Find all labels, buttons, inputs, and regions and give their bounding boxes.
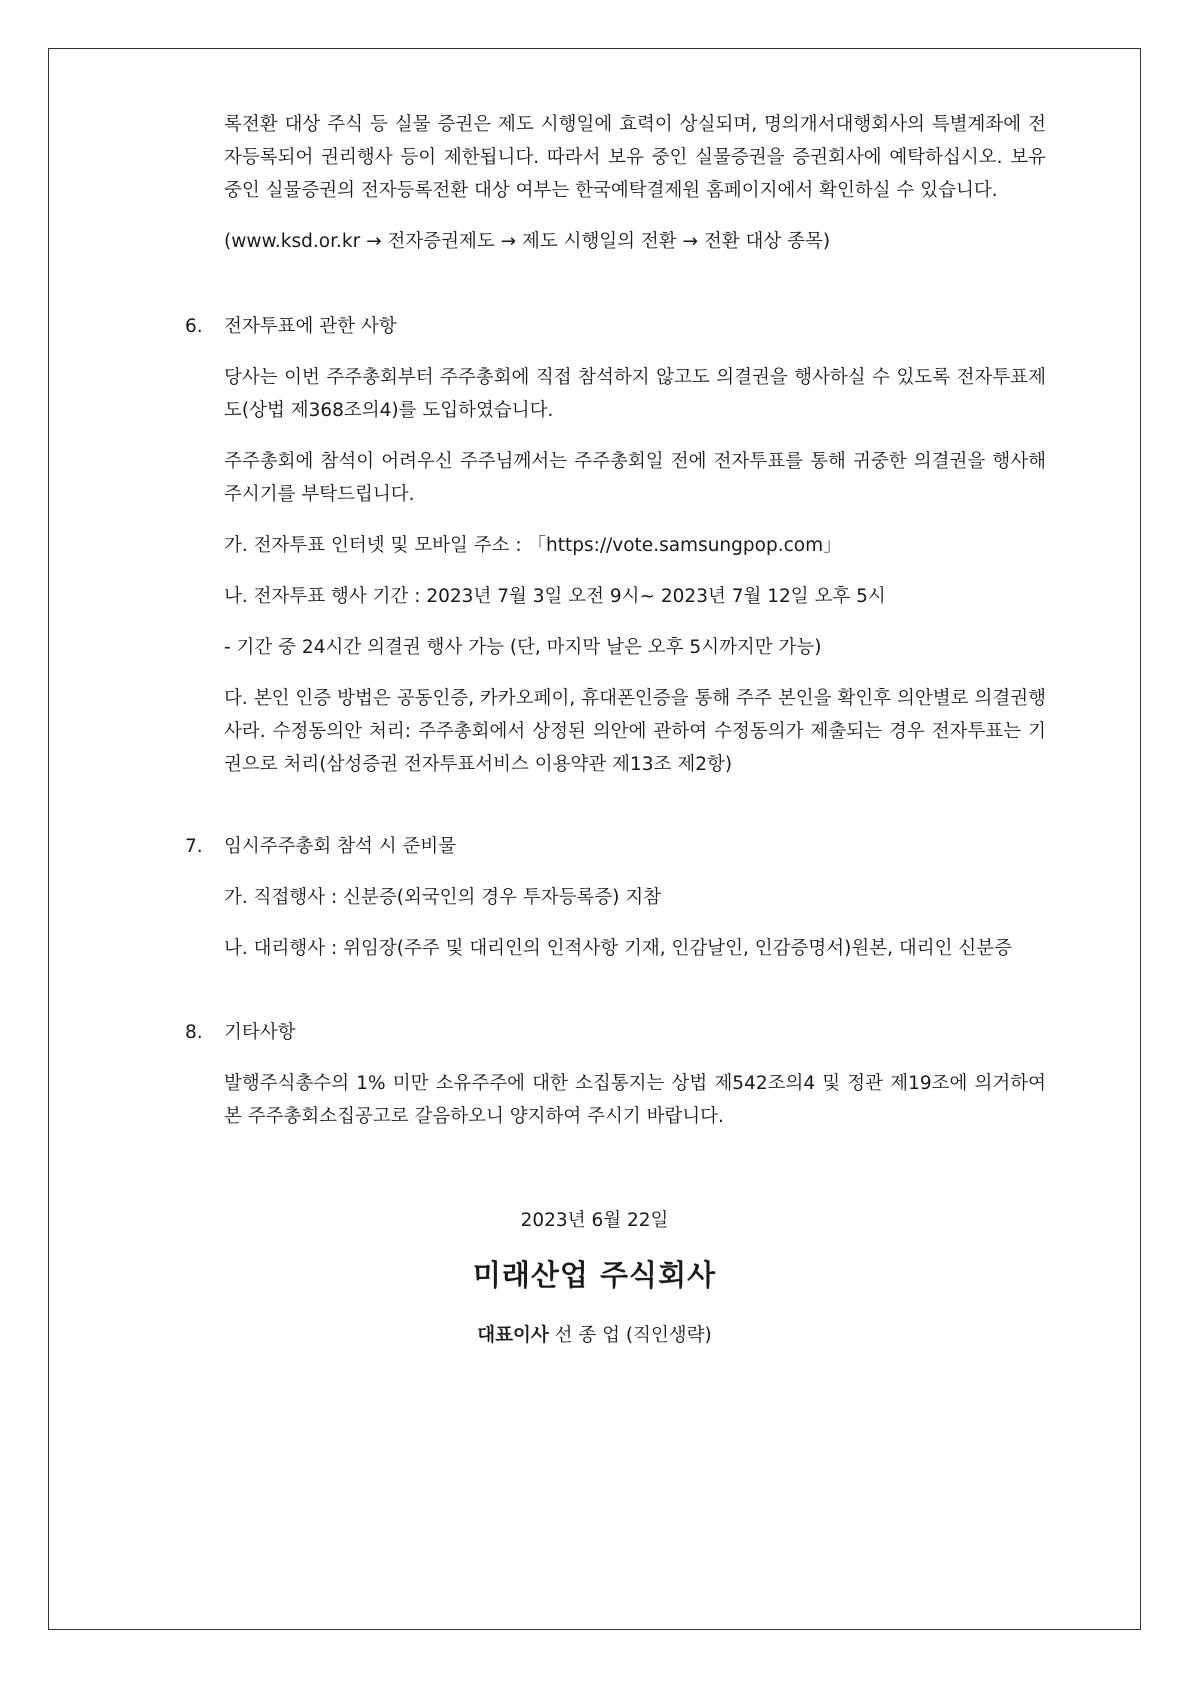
section-number: 6. [185, 316, 203, 337]
ksd-path-text: (www.ksd.or.kr → 전자증권제도 → 제도 시행일의 전환 → 전환 대상 종목) [224, 231, 831, 252]
representative-title: 대표이사 [477, 1325, 549, 1346]
section-title: 전자투표에 관한 사항 [224, 316, 397, 337]
paragraph: 당사는 이번 주주총회부터 주주총회에 직접 참석하지 않고도 의결권을 행사하실 수 있도록 전자투표제도(상법 제368조의4)를 도입하였습니다. [224, 367, 1046, 421]
vote-period-note: - 기간 중 24시간 의결권 행사 가능 (단, 마지막 날은 오후 5시까지만 가능) [224, 637, 822, 658]
section-title: 임시주주총회 참석 시 준비물 [224, 836, 457, 857]
intro-block [224, 108, 1046, 258]
vote-url-item: 가. 전자투표 인터넷 및 모바일 주소 : 「https://vote.samsungpop.com」 [224, 535, 842, 556]
paragraph: 발행주식총수의 1% 미만 소유주주에 대한 소집통지는 상법 제542조의4 및 정관 제19조에 의거하여 본 주주총회소집공고로 갈음하오니 양지하여 주시기 바랍니다. [224, 1073, 1046, 1127]
direct-exercise-item: 가. 직접행사 : 신분증(외국인의 경우 투자등록증) 지참 [224, 887, 662, 908]
section-6-body [224, 361, 1046, 781]
representative-name: 선 종 업 (직인생략) [554, 1325, 712, 1346]
proxy-exercise-item: 나. 대리행사 : 위임장(주주 및 대리인의 인적사항 기재, 인감날인, 인감증명서)원본, 대리인 신분증 [224, 938, 1012, 959]
section-number: 7. [185, 836, 203, 857]
intro-paragraph: 록전환 대상 주식 등 실물 증권은 제도 시행일에 효력이 상실되며, 명의개서대행회사의 특별계좌에 전자등록되어 권리행사 등이 제한됩니다. 따라서 보유 중인 실물증권을 증권회사에 예탁하십시오. 보유 중인 실물증권의 전자등록전환 대상 여부는 한국예탁결제원 홈페이지에서 확인하실 수 있습니다. [224, 114, 1046, 201]
page-border [48, 48, 1141, 1630]
paragraph: 주주총회에 참석이 어려우신 주주님께서는 주주총회일 전에 전자투표를 통해 귀중한 의결권을 행사해주시기를 부탁드립니다. [224, 451, 1046, 505]
representative-line [48, 1321, 1141, 1347]
auth-method-item: 다. 본인 인증 방법은 공동인증, 카카오페이, 휴대폰인증을 통해 주주 본인을 확인후 의안별로 의결권행사라. 수정동의안 처리: 주주총회에서 상정된 의안에 관하여 수정동의가 제출되는 경우 전자투표는 기권으로 처리(삼성증권 전자투표서비스 이용약관 제13조 제2항) [224, 688, 1046, 775]
section-title: 기타사항 [224, 1022, 296, 1043]
section-7-body [224, 881, 1046, 965]
vote-period-item: 나. 전자투표 행사 기간 : 2023년 7월 3일 오전 9시~ 2023년 7월 12일 오후 5시 [224, 586, 886, 607]
notice-date: 2023년 6월 22일 [520, 1210, 669, 1231]
section-number: 8. [185, 1022, 203, 1043]
section-8-body [224, 1067, 1046, 1133]
company-name: 미래산업 주식회사 [472, 1258, 717, 1292]
